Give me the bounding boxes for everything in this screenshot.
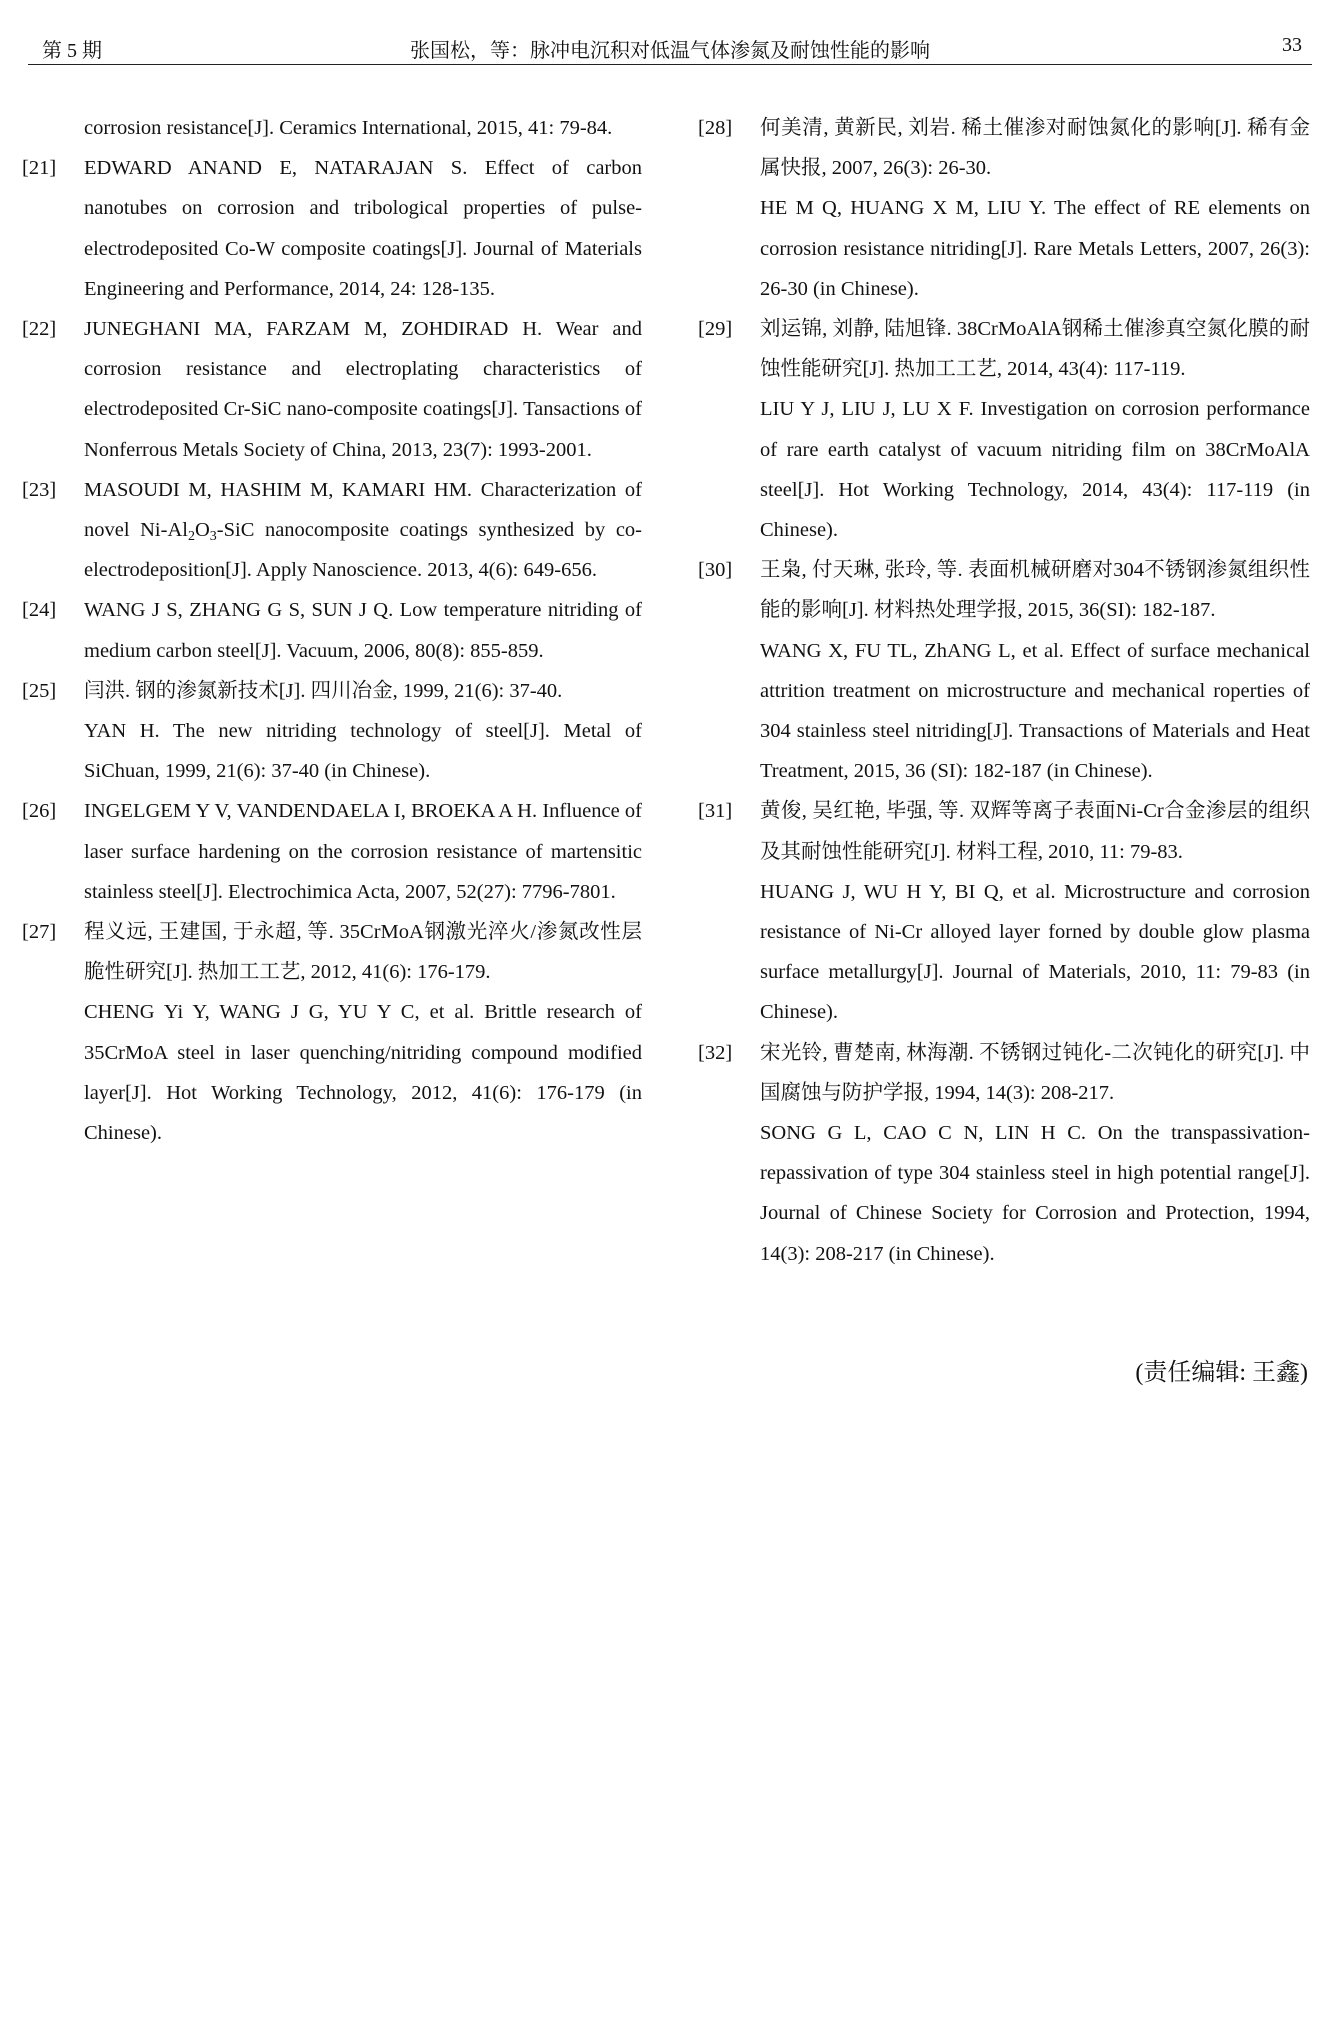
reference-number: [31] [698, 800, 733, 823]
reference-text: EDWARD ANAND E, NATARAJAN S. Effect of carbon nanotubes on corrosion and tribological properties of pulse-electrodeposited Co-W composite coatings[J]. Journal of Materials Engineering and Performance, 2014, 24: 128-135. [84, 157, 642, 300]
reference-text-english: SONG G L, CAO C N, LIN H C. On the transpassivation-repassivation of type 304 stainless steel in high potential range[J]. Journal of Chinese Society for Corrosion and Protection, 1994, 14(3): 208-217 (in Chinese). [760, 1122, 1310, 1265]
reference-text-english: LIU Y J, LIU J, LU X F. Investigation on corrosion performance of rare earth catalyst of vacuum nitriding film on 38CrMoAlA steel[J]. Hot Working Technology, 2014, 43(4): 117-119 (in Chinese). [760, 398, 1310, 542]
reference-24 [22, 590, 642, 670]
reference-number: [32] [698, 1041, 733, 1064]
reference-number: [27] [22, 921, 57, 944]
reference-26 [22, 791, 642, 912]
reference-number: [22] [22, 318, 57, 341]
reference-number: [24] [22, 599, 57, 622]
reference-text [84, 470, 642, 591]
reference-29 [698, 309, 1310, 550]
reference-text-english: HE M Q, HUANG X M, LIU Y. The effect of RE elements on corrosion resistance nitriding[J]. Rare Metals Letters, 2007, 26(3): 26-30 (in Chinese). [760, 197, 1310, 300]
reference-22 [22, 309, 642, 470]
reference-text-part: MASOUDI M, HASHIM M, KAMARI HM. Characterization of novel Ni-Al [84, 478, 642, 542]
reference-text-part: -SiC nanocomposite coatings synthesized by co-electrodeposition[J]. Apply Nanoscience. 2013, 4(6): 649-656. [84, 519, 642, 582]
reference-number: [29] [698, 318, 733, 341]
reference-number: [25] [22, 679, 57, 702]
reference-text-chinese: 宋光铃, 曹楚南, 林海潮. 不锈钢过钝化-二次钝化的研究[J]. 中国腐蚀与防护学报, 1994, 14(3): 208-217. [760, 1041, 1310, 1104]
issue-number: 第 5 期 [42, 40, 102, 62]
reference-text: JUNEGHANI MA, FARZAM M, ZOHDIRAD H. Wear and corrosion resistance and electroplating characteristics of electrodeposited Cr-SiC nano-composite coatings[J]. Tansactions of Nonferrous Metals Society of China, 2013, 23(7): 1993-2001. [84, 318, 642, 461]
reference-continuation [22, 108, 642, 148]
editor-note: (责任编辑: 王鑫) [1135, 1360, 1308, 1386]
reference-text-chinese: 刘运锦, 刘静, 陆旭锋. 38CrMoAlA钢稀土催渗真空氮化膜的耐蚀性能研究[J]. 热加工工艺, 2014, 43(4): 117-119. [760, 318, 1310, 381]
reference-31 [698, 791, 1310, 1032]
reference-text: WANG J S, ZHANG G S, SUN J Q. Low temperature nitriding of medium carbon steel[J]. Vacuum, 2006, 80(8): 855-859. [84, 599, 642, 662]
reference-text-chinese: 何美清, 黄新民, 刘岩. 稀土催渗对耐蚀氮化的影响[J]. 稀有金属快报, 2007, 26(3): 26-30. [760, 117, 1310, 180]
reference-text: INGELGEM Y V, VANDENDAELA I, BROEKA A H. Influence of laser surface hardening on the corrosion resistance of martensitic stainless steel[J]. Electrochimica Acta, 2007, 52(27): 7796-7801. [84, 800, 642, 903]
reference-text: corrosion resistance[J]. Ceramics International, 2015, 41: 79-84. [84, 117, 613, 139]
reference-21 [22, 148, 642, 309]
right-column [698, 108, 1310, 1274]
reference-text-chinese: 黄俊, 吴红艳, 毕强, 等. 双辉等离子表面Ni-Cr合金渗层的组织及其耐蚀性能研究[J]. 材料工程, 2010, 11: 79-83. [760, 800, 1310, 863]
reference-number: [30] [698, 559, 733, 582]
reference-28 [698, 108, 1310, 309]
page-number: 33 [1282, 34, 1302, 56]
reference-text-english: YAN H. The new nitriding technology of steel[J]. Metal of SiChuan, 1999, 21(6): 37-40 (in Chinese). [84, 720, 642, 783]
subscript: 3 [209, 529, 217, 545]
reference-number: [26] [22, 800, 57, 823]
reference-text-english: WANG X, FU TL, ZhANG L, et al. Effect of surface mechanical attrition treatment on microstructure and mechanical roperties of 304 stainless steel nitriding[J]. Transactions of Materials and Heat Treatment, 2015, 36 (SI): 182-187 (in Chinese). [760, 639, 1310, 783]
subscript: 2 [187, 529, 195, 545]
reference-number: [28] [698, 117, 733, 139]
reference-text-chinese: 闫洪. 钢的渗氮新技术[J]. 四川冶金, 1999, 21(6): 37-40. [84, 679, 563, 702]
reference-text-english: CHENG Yi Y, WANG J G, YU Y C, et al. Brittle research of 35CrMoA steel in laser quenching/nitriding compound modified layer[J]. Hot Working Technology, 2012, 41(6): 176-179 (in Chinese). [84, 1001, 642, 1145]
reference-25 [22, 671, 642, 792]
reference-text-part: O [194, 519, 210, 542]
reference-text-chinese: 王枭, 付天琳, 张玲, 等. 表面机械研磨对304不锈钢渗氮组织性能的影响[J]. 材料热处理学报, 2015, 36(SI): 182-187. [760, 559, 1310, 622]
reference-27 [22, 912, 642, 1153]
reference-30 [698, 550, 1310, 791]
reference-text-chinese: 程义远, 王建国, 于永超, 等. 35CrMoA钢激光淬火/渗氮改性层脆性研究[J]. 热加工工艺, 2012, 41(6): 176-179. [84, 921, 642, 984]
reference-23 [22, 470, 642, 591]
reference-number: [23] [22, 478, 57, 501]
reference-text-english: HUANG J, WU H Y, BI Q, et al. Microstructure and corrosion resistance of Ni-Cr alloyed layer forned by double glow plasma surface metallurgy[J]. Journal of Materials, 2010, 11: 79-83 (in Chinese). [760, 880, 1310, 1024]
running-header [28, 30, 1312, 65]
reference-number: [21] [22, 157, 57, 180]
running-title: 张国松，等：脉冲电沉积对低温气体渗氮及耐蚀性能的影响 [410, 40, 930, 62]
reference-32 [698, 1033, 1310, 1274]
left-column [22, 108, 642, 1153]
